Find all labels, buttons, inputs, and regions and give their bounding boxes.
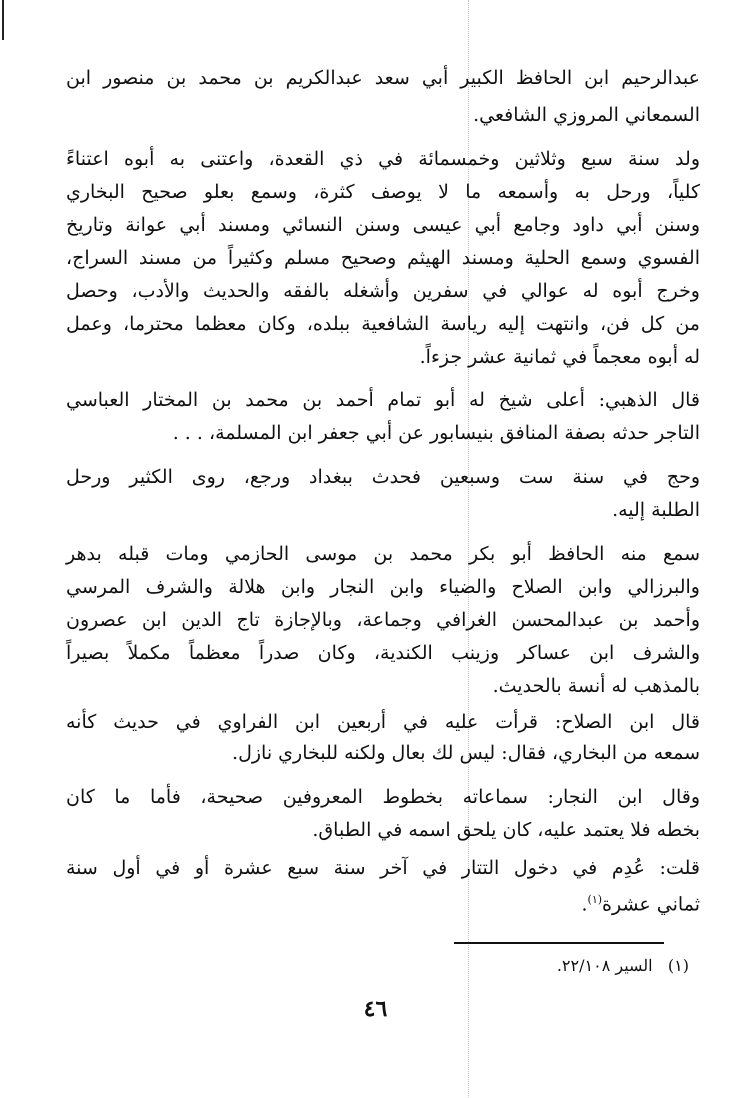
text-fragment: ثماني عشرة <box>602 893 700 916</box>
text-line: الطلبة إليه. <box>612 499 700 521</box>
text-line: وحج في سنة ست وسبعين فحدث ببغداد ورجع، روى الكثير ورحل <box>66 466 700 488</box>
text-line: الفسوي وسمع الحلية ومسند الهيثم وصحيح مسلم وكثيراً من مسند السراج، <box>66 247 700 269</box>
text-line: سمع منه الحافظ أبو بكر محمد بن موسى الحازمي ومات قبله بدهر <box>66 543 700 565</box>
text-line: له أبوه معجماً في ثمانية عشر جزءاً. <box>419 346 700 368</box>
text-line: بخطه فلا يعتمد عليه، كان يلحق اسمه في الطباق. <box>312 819 700 841</box>
text-line: السمعاني المروزي الشافعي. <box>473 104 700 126</box>
text-line: ولد سنة سبع وثلاثين وخمسمائة في ذي القعدة، واعتنى به أبوه اعتناءً <box>66 148 700 170</box>
text-line: سمعه من البخاري، فقال: ليس لك بعال ولكنه للبخاري نازل. <box>232 742 700 764</box>
text-line: كلياً، ورحل به وأسمعه ما لا يوصف كثرة، وسمع بعلو صحيح البخاري <box>66 181 700 203</box>
footnote-marker[interactable]: (١) <box>587 893 603 906</box>
text-line: وخرج أبوه له عوالي في سفرين وأشغله بالفقه والحديث والأدب، وحصل <box>66 280 700 302</box>
text-line: قال الذهبي: أعلى شيخ له أبو تمام أحمد بن محمد بن المختار العباسي <box>66 389 700 411</box>
footnote-number: (١) <box>667 956 689 975</box>
text-line: وأحمد بن عبدالمحسن الغرافي وجماعة، وبالإجازة تاج الدين ابن عصرون <box>66 609 700 631</box>
footnote-separator <box>454 942 664 944</box>
page-number: ٤٦ <box>363 996 388 1022</box>
text-line: والشرف ابن عساكر وزينب الكندية، وكان صدراً معظماً مكملاً بصيراً <box>66 642 700 664</box>
text-line: التاجر حدثه بصفة المنافق بنيسابور عن أبي جعفر ابن المسلمة، . . . <box>172 422 700 444</box>
scan-edge-rule <box>2 0 4 40</box>
text-line: وقال ابن النجار: سماعاته بخطوط المعروفين صحيحة، فأما ما كان <box>66 786 700 808</box>
text-line: بالمذهب له أنسة بالحديث. <box>492 675 700 697</box>
text-line: من كل فن، وانتهت إليه رياسة الشافعية ببلده، وكان معظما محترما، وعمل <box>66 313 700 335</box>
footnote <box>557 953 689 979</box>
text-line: قلت: عُدِم في دخول التتار في آخر سنة سبع عشرة أو في أول سنة <box>66 857 700 879</box>
text-line: وسنن أبي داود وجامع أبي عيسى وسنن النسائي ومسند أبي عوانة وتاريخ <box>66 214 700 236</box>
text-line-with-footnote <box>66 884 700 916</box>
text-line: عبدالرحيم ابن الحافظ الكبير أبي سعد عبدالكريم بن محمد بن منصور ابن <box>66 67 700 89</box>
footnote-text: السير ٢٢/١٠٨. <box>556 956 653 975</box>
end-period: . <box>581 893 588 916</box>
text-line: قال ابن الصلاح: قرأت عليه في أربعين ابن الفراوي في حديث كأنه <box>66 711 700 733</box>
text-line: والبرزالي وابن الصلاح والضياء وابن النجار وابن هلالة والشرف المرسي <box>66 576 700 598</box>
